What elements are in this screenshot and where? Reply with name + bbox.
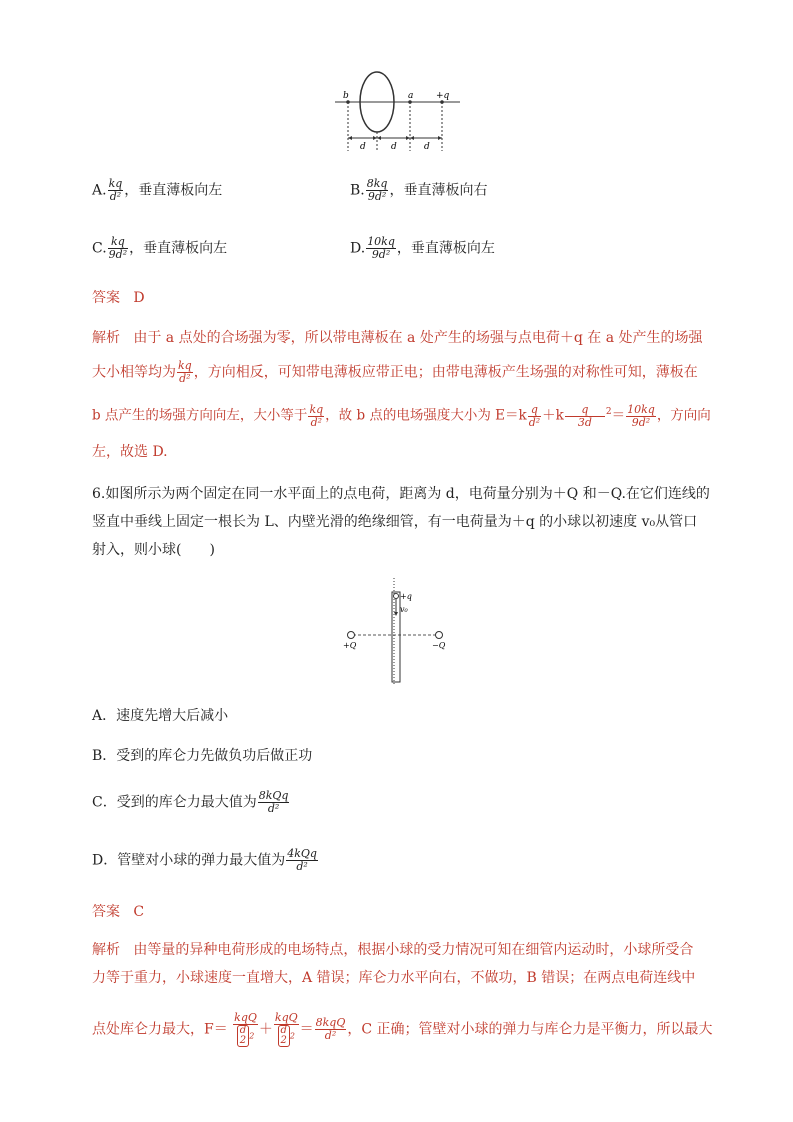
q5-answer: 答案 D <box>92 290 145 306</box>
label-b: b <box>343 91 349 101</box>
q6-stem-line2: 竖直中垂线上固定一根长为 L、内壁光滑的绝缘细管，有一电荷量为＋q 的小球以初速度 v₀从管口 <box>92 514 698 530</box>
label-q: +q <box>436 91 450 101</box>
figure-tube-charges <box>338 578 458 688</box>
label-v0: v₀ <box>400 605 408 614</box>
q6-option-b: B．受到的库仑力先做负功后做正功 <box>92 748 313 764</box>
q5-analysis-line1: 解析 由于 a 点处的合场强为零，所以带电薄板在 a 处产生的场强与点电荷＋q 在 a 处产生的场强 <box>92 330 703 346</box>
label-minus-Q: −Q <box>432 641 446 650</box>
q6-analysis-line3: 点处库仑力最大，F＝ kqQ d 2 $^2$ ＋ kqQ d 2 $^2$ ＝ $\frac{\text{8kqQ}}{\text{d²}}$ ，C 正确；管壁对小球的弹力与库仑力是平衡力，所以最大 <box>92 1011 713 1046</box>
q6-stem-line1: 6.如图所示为两个固定在同一水平面上的点电荷，距离为 d，电荷量分别为＋Q 和－Q.在它们连线的 <box>92 486 710 502</box>
label-d2: d <box>391 142 397 152</box>
option-a: A. $\frac{kq}{\text{d²}}$ ，垂直薄板向左 <box>92 177 223 203</box>
option-b: B. $\frac{8kq}{\text{9d²}}$ ，垂直薄板向右 <box>350 177 488 203</box>
label-a: a <box>408 91 414 101</box>
option-c: C. $\frac{kq}{\text{9d²}}$ ，垂直薄板向左 <box>92 235 228 261</box>
q6-stem-line3: 射入，则小球( ) <box>92 542 215 558</box>
q6-analysis-line2: 力等于重力，小球速度一直增大，A 错误；库仑力水平向右，不做功，B 错误；在两点电荷连线中 <box>92 970 696 986</box>
q6-analysis-line1: 解析 由等量的异种电荷形成的电场特点，根据小球的受力情况可知在细管内运动时，小球所受合 <box>92 942 694 958</box>
q6-option-c: C．受到的库仑力最大值为 $\frac{\text{8kQq}}{\text{d²}}$ <box>92 789 289 815</box>
label-plus-q: +q <box>400 592 412 601</box>
q5-analysis-line2: 大小相等均为 $\frac{kq}{\text{d²}}$ ，方向相反，可知带电薄板应带正电；由带电薄板产生场强的对称性可知，薄板在 <box>92 359 698 385</box>
q6-answer: 答案 C <box>92 904 145 920</box>
q6-option-a: A．速度先增大后减小 <box>92 708 229 724</box>
figure-plate-charge <box>330 68 470 158</box>
option-d: D. $\frac{10kq}{\text{9d²}}$ ，垂直薄板向左 <box>350 235 495 261</box>
q5-analysis-line4: 左，故选 D. <box>92 444 168 460</box>
label-plus-Q: +Q <box>343 641 357 650</box>
q5-analysis-line3: b 点产生的场强方向向左，大小等于 $\frac{kq}{\text{d²}}$ ，故 b 点的电场强度大小为 E＝k $\frac{q}{\text{d²}}$ ＋k $\frac{q}{3d}$ $^2$＝ $\frac{10kq}{\text{9d²}}$ ，方向向 <box>92 402 711 429</box>
q6-option-d: D．管壁对小球的弹力最大值为 $\frac{\text{4kQq}}{\text{d²}}$ <box>92 847 317 873</box>
label-d1: d <box>360 142 366 152</box>
label-d3: d <box>424 142 430 152</box>
